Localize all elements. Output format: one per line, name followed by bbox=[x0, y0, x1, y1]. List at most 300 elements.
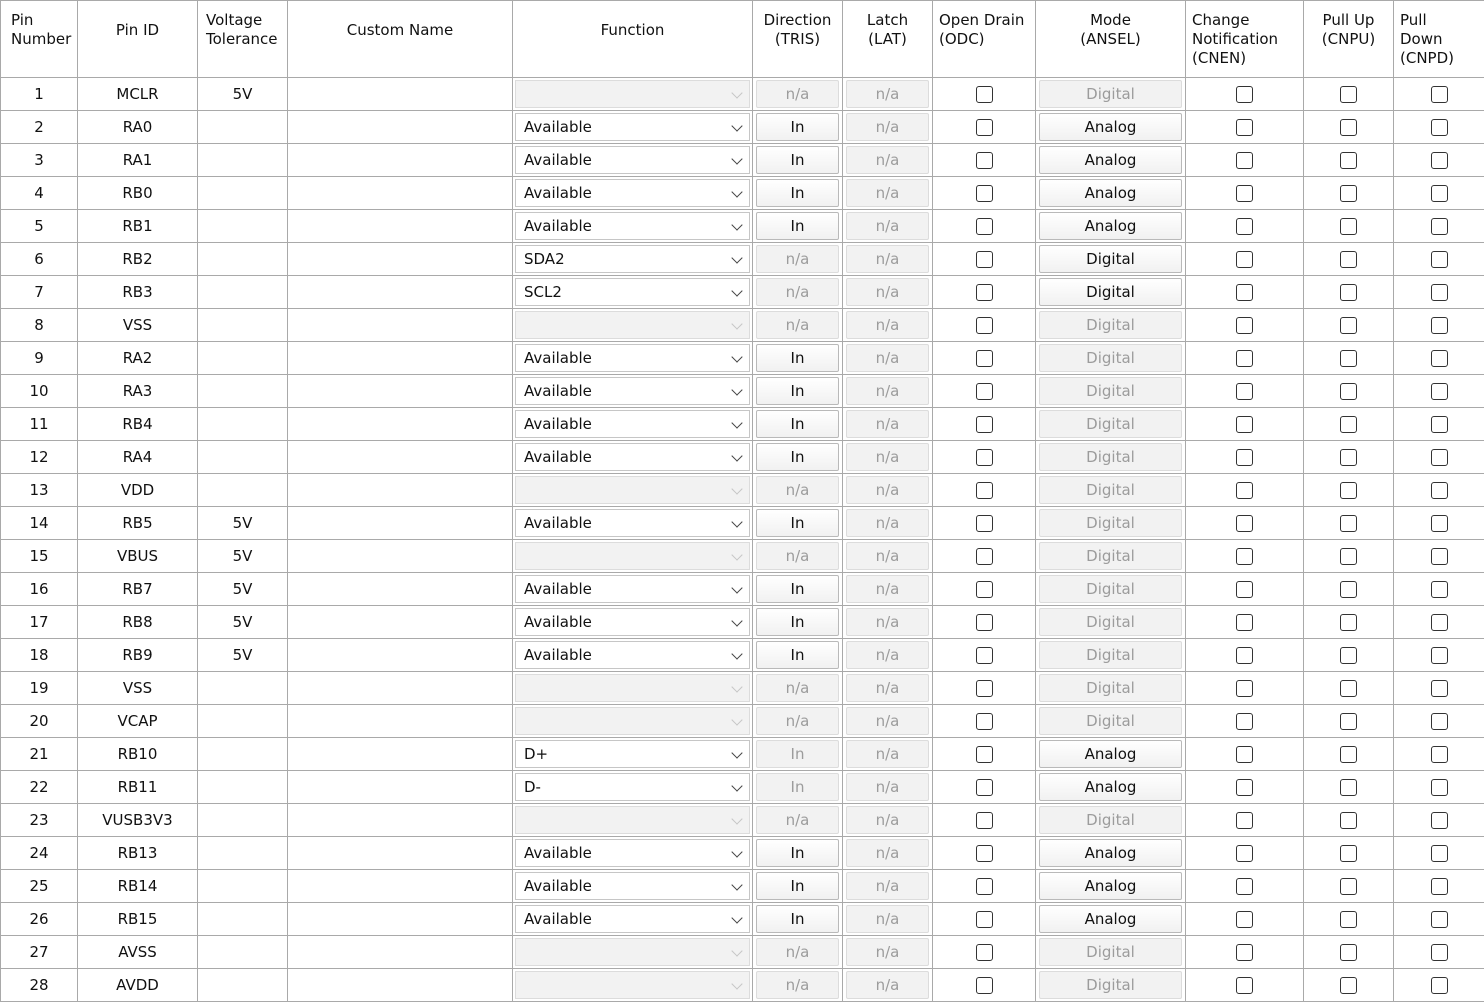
function-dropdown[interactable] bbox=[515, 872, 750, 900]
pull-up-checkbox[interactable] bbox=[1340, 383, 1357, 400]
direction-button[interactable] bbox=[756, 608, 839, 636]
direction-value: n/a bbox=[786, 283, 810, 301]
latch-button bbox=[846, 443, 929, 471]
custom-name-cell[interactable] bbox=[288, 342, 513, 375]
direction-button[interactable] bbox=[756, 905, 839, 933]
chevron-down-icon bbox=[731, 945, 742, 956]
mode-value: Digital bbox=[1086, 679, 1135, 697]
change-notification-checkbox[interactable] bbox=[1236, 119, 1253, 136]
custom-name-cell[interactable] bbox=[288, 672, 513, 705]
mode-button[interactable] bbox=[1039, 113, 1182, 141]
voltage-tolerance-cell bbox=[198, 441, 288, 474]
direction-button[interactable] bbox=[756, 146, 839, 174]
change-notification-checkbox[interactable] bbox=[1236, 779, 1253, 796]
open-drain-checkbox[interactable] bbox=[976, 977, 993, 994]
latch-value: n/a bbox=[876, 349, 900, 367]
open-drain-checkbox[interactable] bbox=[976, 251, 993, 268]
latch-button bbox=[846, 80, 929, 108]
pull-down-checkbox[interactable] bbox=[1431, 152, 1448, 169]
pull-down-checkbox[interactable] bbox=[1431, 878, 1448, 895]
mode-button[interactable] bbox=[1039, 740, 1182, 768]
custom-name-cell[interactable] bbox=[288, 210, 513, 243]
pull-down-checkbox[interactable] bbox=[1431, 812, 1448, 829]
chevron-down-icon bbox=[731, 120, 742, 131]
change-notification-checkbox[interactable] bbox=[1236, 548, 1253, 565]
function-dropdown[interactable] bbox=[515, 773, 750, 801]
pull-down-checkbox[interactable] bbox=[1431, 383, 1448, 400]
pull-down-checkbox[interactable] bbox=[1431, 614, 1448, 631]
pull-down-checkbox[interactable] bbox=[1431, 251, 1448, 268]
mode-value: Digital bbox=[1086, 976, 1135, 994]
mode-button bbox=[1039, 707, 1182, 735]
change-notification-checkbox[interactable] bbox=[1236, 581, 1253, 598]
open-drain-checkbox[interactable] bbox=[976, 746, 993, 763]
custom-name-cell[interactable] bbox=[288, 276, 513, 309]
change-notification-checkbox[interactable] bbox=[1236, 383, 1253, 400]
function-dropdown[interactable] bbox=[515, 641, 750, 669]
open-drain-cell bbox=[933, 540, 1036, 573]
function-dropdown[interactable] bbox=[515, 179, 750, 207]
function-cell bbox=[513, 936, 753, 969]
custom-name-cell[interactable] bbox=[288, 309, 513, 342]
header-mode-line2: (ANSEL) bbox=[1080, 30, 1141, 48]
direction-button[interactable] bbox=[756, 344, 839, 372]
open-drain-checkbox[interactable] bbox=[976, 878, 993, 895]
change-notification-cell bbox=[1186, 969, 1304, 1002]
pull-up-checkbox[interactable] bbox=[1340, 482, 1357, 499]
pull-up-checkbox[interactable] bbox=[1340, 944, 1357, 961]
function-dropdown[interactable] bbox=[515, 410, 750, 438]
pull-down-checkbox[interactable] bbox=[1431, 977, 1448, 994]
pull-down-checkbox[interactable] bbox=[1431, 713, 1448, 730]
latch-cell bbox=[843, 969, 933, 1002]
direction-button[interactable] bbox=[756, 575, 839, 603]
direction-button bbox=[756, 806, 839, 834]
pull-up-checkbox[interactable] bbox=[1340, 449, 1357, 466]
pin-id-cell bbox=[78, 804, 198, 837]
pull-up-checkbox[interactable] bbox=[1340, 251, 1357, 268]
custom-name-cell[interactable] bbox=[288, 573, 513, 606]
pin-number-cell bbox=[1, 771, 78, 804]
mode-button bbox=[1039, 311, 1182, 339]
pull-down-checkbox[interactable] bbox=[1431, 746, 1448, 763]
pull-down-checkbox[interactable] bbox=[1431, 581, 1448, 598]
direction-button bbox=[756, 278, 839, 306]
change-notification-checkbox[interactable] bbox=[1236, 251, 1253, 268]
header-mode[interactable] bbox=[1036, 1, 1186, 78]
change-notification-checkbox[interactable] bbox=[1236, 152, 1253, 169]
open-drain-checkbox[interactable] bbox=[976, 449, 993, 466]
open-drain-checkbox[interactable] bbox=[976, 944, 993, 961]
mode-button[interactable] bbox=[1039, 905, 1182, 933]
voltage-tolerance-cell bbox=[198, 144, 288, 177]
direction-button[interactable] bbox=[756, 179, 839, 207]
latch-value: n/a bbox=[876, 679, 900, 697]
mode-cell bbox=[1036, 144, 1186, 177]
custom-name-cell[interactable] bbox=[288, 111, 513, 144]
custom-name-cell[interactable] bbox=[288, 408, 513, 441]
header-pull-up-line2: (CNPU) bbox=[1322, 30, 1375, 48]
function-dropdown[interactable] bbox=[515, 344, 750, 372]
chevron-down-icon bbox=[731, 417, 742, 428]
header-pin-id[interactable] bbox=[78, 1, 198, 78]
open-drain-checkbox[interactable] bbox=[976, 185, 993, 202]
direction-cell bbox=[753, 738, 843, 771]
pull-up-checkbox[interactable] bbox=[1340, 878, 1357, 895]
mode-cell bbox=[1036, 639, 1186, 672]
mode-cell bbox=[1036, 342, 1186, 375]
pull-down-checkbox[interactable] bbox=[1431, 647, 1448, 664]
direction-cell bbox=[753, 606, 843, 639]
mode-button[interactable] bbox=[1039, 773, 1182, 801]
open-drain-checkbox[interactable] bbox=[976, 482, 993, 499]
pull-down-checkbox[interactable] bbox=[1431, 515, 1448, 532]
open-drain-checkbox[interactable] bbox=[976, 779, 993, 796]
change-notification-checkbox[interactable] bbox=[1236, 746, 1253, 763]
custom-name-cell[interactable] bbox=[288, 738, 513, 771]
pin-row bbox=[1, 111, 1484, 144]
change-notification-cell bbox=[1186, 78, 1304, 111]
direction-cell bbox=[753, 111, 843, 144]
open-drain-checkbox[interactable] bbox=[976, 548, 993, 565]
open-drain-checkbox[interactable] bbox=[976, 152, 993, 169]
custom-name-cell[interactable] bbox=[288, 771, 513, 804]
change-notification-cell bbox=[1186, 672, 1304, 705]
function-cell bbox=[513, 210, 753, 243]
change-notification-checkbox[interactable] bbox=[1236, 647, 1253, 664]
change-notification-checkbox[interactable] bbox=[1236, 680, 1253, 697]
open-drain-checkbox[interactable] bbox=[976, 713, 993, 730]
pull-down-checkbox[interactable] bbox=[1431, 911, 1448, 928]
pull-up-checkbox[interactable] bbox=[1340, 548, 1357, 565]
pin-id-cell bbox=[78, 936, 198, 969]
open-drain-checkbox[interactable] bbox=[976, 383, 993, 400]
latch-cell bbox=[843, 441, 933, 474]
pin-number: 20 bbox=[29, 712, 48, 730]
change-notification-checkbox[interactable] bbox=[1236, 449, 1253, 466]
function-dropdown[interactable] bbox=[515, 608, 750, 636]
pull-up-checkbox[interactable] bbox=[1340, 713, 1357, 730]
header-pin-number[interactable] bbox=[1, 1, 78, 78]
direction-button[interactable] bbox=[756, 641, 839, 669]
header-pull-up[interactable] bbox=[1304, 1, 1394, 78]
header-function[interactable] bbox=[513, 1, 753, 78]
pin-id: RB9 bbox=[122, 646, 152, 664]
latch-button bbox=[846, 740, 929, 768]
pull-up-checkbox[interactable] bbox=[1340, 680, 1357, 697]
pin-number: 8 bbox=[34, 316, 44, 334]
pin-row bbox=[1, 903, 1484, 936]
change-notification-checkbox[interactable] bbox=[1236, 845, 1253, 862]
header-voltage-tolerance[interactable] bbox=[198, 1, 288, 78]
pull-down-checkbox[interactable] bbox=[1431, 86, 1448, 103]
pull-down-checkbox[interactable] bbox=[1431, 218, 1448, 235]
change-notification-checkbox[interactable] bbox=[1236, 350, 1253, 367]
custom-name-cell[interactable] bbox=[288, 144, 513, 177]
open-drain-cell bbox=[933, 309, 1036, 342]
direction-value: n/a bbox=[786, 976, 810, 994]
open-drain-checkbox[interactable] bbox=[976, 581, 993, 598]
change-notification-checkbox[interactable] bbox=[1236, 284, 1253, 301]
pull-down-checkbox[interactable] bbox=[1431, 350, 1448, 367]
function-cell bbox=[513, 870, 753, 903]
pull-up-checkbox[interactable] bbox=[1340, 746, 1357, 763]
pull-up-checkbox[interactable] bbox=[1340, 977, 1357, 994]
change-notification-cell bbox=[1186, 705, 1304, 738]
pull-down-checkbox[interactable] bbox=[1431, 185, 1448, 202]
open-drain-checkbox[interactable] bbox=[976, 647, 993, 664]
latch-button bbox=[846, 278, 929, 306]
direction-cell bbox=[753, 78, 843, 111]
function-dropdown[interactable] bbox=[515, 575, 750, 603]
pin-id: VSS bbox=[123, 679, 152, 697]
pull-up-checkbox[interactable] bbox=[1340, 86, 1357, 103]
direction-cell bbox=[753, 837, 843, 870]
header-open-drain[interactable] bbox=[933, 1, 1036, 78]
pull-up-cell bbox=[1304, 870, 1394, 903]
custom-name-cell[interactable] bbox=[288, 936, 513, 969]
direction-button[interactable] bbox=[756, 113, 839, 141]
change-notification-checkbox[interactable] bbox=[1236, 911, 1253, 928]
function-cell bbox=[513, 342, 753, 375]
voltage-tolerance-cell bbox=[198, 738, 288, 771]
mode-button[interactable] bbox=[1039, 146, 1182, 174]
custom-name-cell[interactable] bbox=[288, 243, 513, 276]
direction-cell bbox=[753, 573, 843, 606]
function-cell bbox=[513, 771, 753, 804]
open-drain-checkbox[interactable] bbox=[976, 119, 993, 136]
function-dropdown[interactable] bbox=[515, 443, 750, 471]
custom-name-cell[interactable] bbox=[288, 375, 513, 408]
pull-up-checkbox[interactable] bbox=[1340, 515, 1357, 532]
direction-button[interactable] bbox=[756, 212, 839, 240]
custom-name-cell[interactable] bbox=[288, 507, 513, 540]
open-drain-cell bbox=[933, 672, 1036, 705]
pull-up-checkbox[interactable] bbox=[1340, 185, 1357, 202]
pull-up-checkbox[interactable] bbox=[1340, 812, 1357, 829]
change-notification-cell bbox=[1186, 771, 1304, 804]
latch-value: n/a bbox=[876, 184, 900, 202]
latch-cell bbox=[843, 144, 933, 177]
latch-button bbox=[846, 707, 929, 735]
mode-button[interactable] bbox=[1039, 839, 1182, 867]
pull-down-checkbox[interactable] bbox=[1431, 845, 1448, 862]
open-drain-checkbox[interactable] bbox=[976, 86, 993, 103]
header-cn-line3: (CNEN) bbox=[1192, 49, 1246, 67]
pull-up-checkbox[interactable] bbox=[1340, 416, 1357, 433]
open-drain-checkbox[interactable] bbox=[976, 350, 993, 367]
change-notification-checkbox[interactable] bbox=[1236, 713, 1253, 730]
direction-value: In bbox=[791, 415, 805, 433]
open-drain-checkbox[interactable] bbox=[976, 416, 993, 433]
pull-down-checkbox[interactable] bbox=[1431, 416, 1448, 433]
pin-row bbox=[1, 78, 1484, 111]
function-dropdown[interactable] bbox=[515, 377, 750, 405]
pull-up-checkbox[interactable] bbox=[1340, 614, 1357, 631]
pin-id: AVSS bbox=[118, 943, 157, 961]
mode-button[interactable] bbox=[1039, 212, 1182, 240]
latch-cell bbox=[843, 177, 933, 210]
custom-name-cell[interactable] bbox=[288, 903, 513, 936]
custom-name-cell[interactable] bbox=[288, 474, 513, 507]
mode-cell bbox=[1036, 771, 1186, 804]
function-cell bbox=[513, 540, 753, 573]
latch-button bbox=[846, 344, 929, 372]
function-dropdown[interactable] bbox=[515, 509, 750, 537]
change-notification-checkbox[interactable] bbox=[1236, 944, 1253, 961]
pull-down-checkbox[interactable] bbox=[1431, 482, 1448, 499]
pin-row bbox=[1, 771, 1484, 804]
change-notification-checkbox[interactable] bbox=[1236, 977, 1253, 994]
mode-button[interactable] bbox=[1039, 278, 1182, 306]
custom-name-cell[interactable] bbox=[288, 870, 513, 903]
custom-name-cell[interactable] bbox=[288, 705, 513, 738]
direction-button[interactable] bbox=[756, 443, 839, 471]
function-dropdown[interactable] bbox=[515, 212, 750, 240]
pin-row bbox=[1, 738, 1484, 771]
custom-name-cell[interactable] bbox=[288, 639, 513, 672]
mode-cell bbox=[1036, 738, 1186, 771]
custom-name-cell[interactable] bbox=[288, 606, 513, 639]
pull-up-checkbox[interactable] bbox=[1340, 119, 1357, 136]
mode-cell bbox=[1036, 111, 1186, 144]
custom-name-cell[interactable] bbox=[288, 540, 513, 573]
mode-button[interactable] bbox=[1039, 179, 1182, 207]
pin-id: RB8 bbox=[122, 613, 152, 631]
pull-down-checkbox[interactable] bbox=[1431, 548, 1448, 565]
pin-number: 27 bbox=[29, 943, 48, 961]
direction-button[interactable] bbox=[756, 410, 839, 438]
function-value: Available bbox=[524, 217, 592, 235]
pull-up-checkbox[interactable] bbox=[1340, 152, 1357, 169]
mode-value: Analog bbox=[1085, 118, 1137, 136]
change-notification-checkbox[interactable] bbox=[1236, 515, 1253, 532]
open-drain-cell bbox=[933, 573, 1036, 606]
open-drain-checkbox[interactable] bbox=[976, 317, 993, 334]
open-drain-checkbox[interactable] bbox=[976, 812, 993, 829]
change-notification-checkbox[interactable] bbox=[1236, 416, 1253, 433]
custom-name-cell[interactable] bbox=[288, 78, 513, 111]
function-value: Available bbox=[524, 448, 592, 466]
function-dropdown[interactable] bbox=[515, 245, 750, 273]
function-dropdown[interactable] bbox=[515, 839, 750, 867]
change-notification-checkbox[interactable] bbox=[1236, 185, 1253, 202]
open-drain-checkbox[interactable] bbox=[976, 680, 993, 697]
mode-button bbox=[1039, 674, 1182, 702]
header-latch[interactable] bbox=[843, 1, 933, 78]
pull-up-checkbox[interactable] bbox=[1340, 581, 1357, 598]
mode-button bbox=[1039, 938, 1182, 966]
pull-up-checkbox[interactable] bbox=[1340, 284, 1357, 301]
direction-cell bbox=[753, 639, 843, 672]
custom-name-cell[interactable] bbox=[288, 804, 513, 837]
custom-name-cell[interactable] bbox=[288, 441, 513, 474]
pull-down-checkbox[interactable] bbox=[1431, 680, 1448, 697]
change-notification-checkbox[interactable] bbox=[1236, 86, 1253, 103]
voltage-tolerance: 5V bbox=[233, 646, 253, 664]
pull-up-checkbox[interactable] bbox=[1340, 779, 1357, 796]
open-drain-checkbox[interactable] bbox=[976, 845, 993, 862]
pull-up-checkbox[interactable] bbox=[1340, 218, 1357, 235]
pin-row bbox=[1, 573, 1484, 606]
direction-value: n/a bbox=[786, 316, 810, 334]
function-dropdown[interactable] bbox=[515, 113, 750, 141]
change-notification-checkbox[interactable] bbox=[1236, 812, 1253, 829]
pull-down-checkbox[interactable] bbox=[1431, 944, 1448, 961]
change-notification-checkbox[interactable] bbox=[1236, 482, 1253, 499]
pin-id: RB0 bbox=[122, 184, 152, 202]
open-drain-cell bbox=[933, 969, 1036, 1002]
header-custom-name[interactable] bbox=[288, 1, 513, 78]
direction-button[interactable] bbox=[756, 509, 839, 537]
pin-id-cell bbox=[78, 837, 198, 870]
pin-row bbox=[1, 969, 1484, 1002]
pull-up-cell bbox=[1304, 474, 1394, 507]
pull-up-cell bbox=[1304, 771, 1394, 804]
direction-value: n/a bbox=[786, 811, 810, 829]
open-drain-checkbox[interactable] bbox=[976, 284, 993, 301]
open-drain-checkbox[interactable] bbox=[976, 515, 993, 532]
change-notification-cell bbox=[1186, 408, 1304, 441]
custom-name-cell[interactable] bbox=[288, 837, 513, 870]
open-drain-checkbox[interactable] bbox=[976, 911, 993, 928]
pull-down-checkbox[interactable] bbox=[1431, 284, 1448, 301]
chevron-down-icon bbox=[731, 351, 742, 362]
mode-button[interactable] bbox=[1039, 872, 1182, 900]
pin-id: VBUS bbox=[117, 547, 158, 565]
pull-down-checkbox[interactable] bbox=[1431, 779, 1448, 796]
pin-id-cell bbox=[78, 507, 198, 540]
change-notification-checkbox[interactable] bbox=[1236, 218, 1253, 235]
change-notification-checkbox[interactable] bbox=[1236, 317, 1253, 334]
mode-button[interactable] bbox=[1039, 245, 1182, 273]
pull-down-cell bbox=[1394, 309, 1484, 342]
function-dropdown[interactable] bbox=[515, 146, 750, 174]
pin-number: 25 bbox=[29, 877, 48, 895]
custom-name-cell[interactable] bbox=[288, 177, 513, 210]
function-dropdown[interactable] bbox=[515, 740, 750, 768]
change-notification-checkbox[interactable] bbox=[1236, 878, 1253, 895]
pin-number: 19 bbox=[29, 679, 48, 697]
function-dropdown[interactable] bbox=[515, 278, 750, 306]
mode-cell bbox=[1036, 672, 1186, 705]
pull-up-checkbox[interactable] bbox=[1340, 911, 1357, 928]
latch-value: n/a bbox=[876, 217, 900, 235]
function-value: Available bbox=[524, 877, 592, 895]
direction-button[interactable] bbox=[756, 839, 839, 867]
header-direction[interactable] bbox=[753, 1, 843, 78]
header-pull-down[interactable] bbox=[1394, 1, 1484, 78]
direction-button[interactable] bbox=[756, 377, 839, 405]
open-drain-checkbox[interactable] bbox=[976, 614, 993, 631]
open-drain-cell bbox=[933, 804, 1036, 837]
pull-up-checkbox[interactable] bbox=[1340, 317, 1357, 334]
pull-up-checkbox[interactable] bbox=[1340, 845, 1357, 862]
pull-down-checkbox[interactable] bbox=[1431, 317, 1448, 334]
open-drain-cell bbox=[933, 870, 1036, 903]
open-drain-checkbox[interactable] bbox=[976, 218, 993, 235]
custom-name-cell[interactable] bbox=[288, 969, 513, 1002]
function-dropdown[interactable] bbox=[515, 905, 750, 933]
latch-cell bbox=[843, 78, 933, 111]
pull-up-checkbox[interactable] bbox=[1340, 647, 1357, 664]
pull-down-checkbox[interactable] bbox=[1431, 449, 1448, 466]
header-change-notification[interactable] bbox=[1186, 1, 1304, 78]
pull-down-checkbox[interactable] bbox=[1431, 119, 1448, 136]
pull-up-checkbox[interactable] bbox=[1340, 350, 1357, 367]
direction-button[interactable] bbox=[756, 872, 839, 900]
change-notification-checkbox[interactable] bbox=[1236, 614, 1253, 631]
